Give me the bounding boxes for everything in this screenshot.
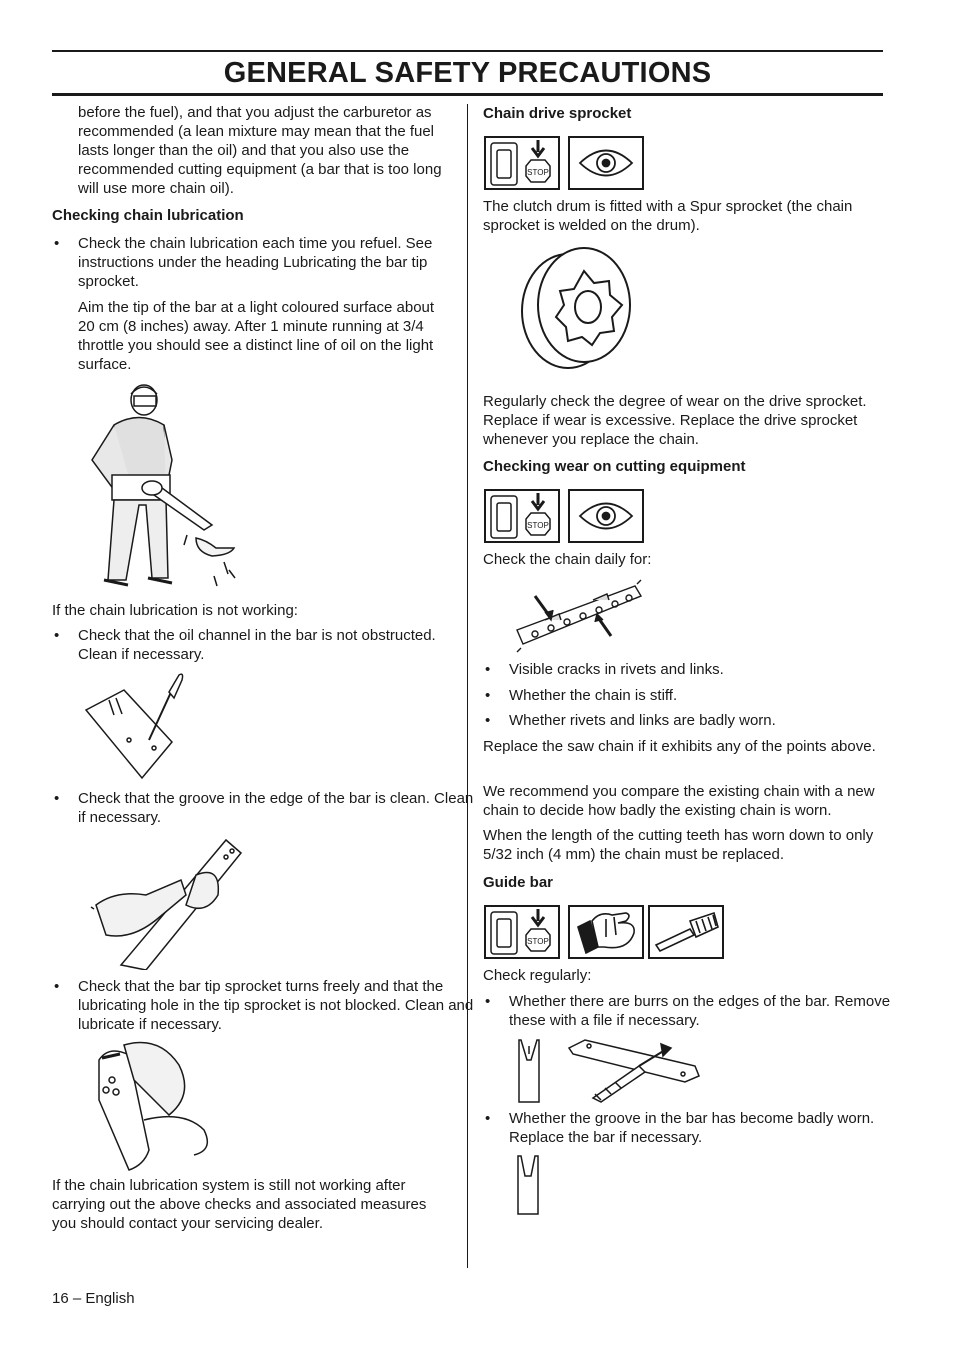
section-title-drive-sprocket: Chain drive sprocket [483, 105, 632, 122]
bullet-text: Check the chain lubrication each time you refuel. See instructions under the heading Lubricating the bar tip sprocket. [78, 235, 433, 290]
regularly-paragraph: Regularly check the degree of wear on the drive sprocket. Replace if wear is excessive. Replace the drive sprocket whenever you replace the chain. [483, 393, 867, 448]
list-item [483, 660, 914, 679]
list-item [483, 1109, 914, 1147]
length-paragraph: When the length of the cutting teeth has worn down to only 5/32 inch (4 mm) the chain must be replaced. [483, 827, 874, 863]
bullet-marker: • [485, 993, 491, 1010]
header-rule-top [52, 50, 883, 52]
glove-icon [568, 905, 644, 959]
page-title: GENERAL SAFETY PRECAUTIONS [223, 57, 712, 89]
daily-check-text: Check the chain daily for: [483, 551, 652, 568]
stop-label: STOP [527, 937, 549, 946]
tip-sprocket-illustration [84, 1040, 219, 1172]
section-title-cutting-wear: Checking wear on cutting equipment [483, 458, 746, 475]
bullet-marker: • [485, 712, 491, 729]
spur-sprocket-illustration [514, 243, 638, 370]
bullet-text: Visible cracks in rivets and links. [509, 661, 724, 678]
bar-screwdriver-illustration [84, 670, 194, 785]
chainsaw-operator-illustration [84, 380, 244, 595]
bullet-text: Whether the groove in the bar has become badly worn. Replace the bar if necessary. [509, 1110, 875, 1146]
header-rule-bottom [52, 93, 883, 96]
stop-switch-icon [484, 905, 560, 959]
replace-paragraph: Replace the saw chain if it exhibits any of the points above. [483, 738, 876, 755]
stop-label: STOP [527, 168, 549, 177]
bullet-marker: • [485, 661, 491, 678]
section-title-guide-bar: Guide bar [483, 874, 554, 891]
bullet-marker: • [485, 687, 491, 704]
bullet-marker: • [485, 1110, 491, 1127]
bullet-marker: • [54, 627, 60, 644]
eye-icon [568, 136, 644, 190]
list-item [52, 789, 478, 827]
list-item [483, 686, 914, 705]
stop-label: STOP [527, 521, 549, 530]
not-working-text: If the chain lubrication is not working: [52, 602, 298, 619]
bullet-text: Check that the oil channel in the bar is not obstructed. Clean if necessary. [78, 627, 436, 663]
aim-paragraph: Aim the tip of the bar at a light coloured surface about 20 cm (8 inches) away. After 1 minute running at 3/4 throttle you should see a distinct line of oil on the light surface. [78, 299, 435, 373]
bullet-text: Whether the chain is stiff. [509, 687, 678, 704]
clutch-paragraph: The clutch drum is fitted with a Spur sprocket (the chain sprocket is welded on the drum). [483, 198, 853, 234]
section-title-chain-lubrication: Checking chain lubrication [52, 207, 244, 224]
list-item [483, 992, 914, 1030]
brush-icon [648, 905, 724, 959]
stop-switch-icon [484, 136, 560, 190]
bullet-marker: • [54, 790, 60, 807]
stop-switch-icon [484, 489, 560, 543]
list-item [483, 711, 914, 730]
page-footer: 16 – English [52, 1290, 135, 1307]
column-divider [467, 104, 468, 1268]
check-regularly-text: Check regularly: [483, 967, 592, 984]
list-item [52, 626, 478, 664]
bullet-text: Check that the bar tip sprocket turns freely and that the lubricating hole in the tip sprocket is not blocked. Clean and lubricate if necessary. [78, 978, 474, 1033]
bullet-marker: • [54, 235, 60, 252]
list-item [52, 977, 478, 1034]
groove-cleaning-illustration [86, 835, 246, 970]
left-column [52, 102, 452, 374]
list-item [52, 234, 452, 291]
bullet-marker: • [54, 978, 60, 995]
compare-paragraph: We recommend you compare the existing chain with a new chain to decide how badly the existing chain is worn. [483, 783, 875, 819]
bullet-text: Whether there are burrs on the edges of the bar. Remove these with a file if necessary. [509, 993, 891, 1029]
bar-file-illustration [515, 1036, 705, 1104]
closing-paragraph: If the chain lubrication system is still not working after carrying out the above checks and associated measures you should contact your servicing dealer. [52, 1177, 427, 1232]
worn-groove-illustration [515, 1154, 543, 1216]
bullet-text: Check that the groove in the edge of the bar is clean. Clean if necessary. [78, 790, 474, 826]
intro-paragraph: before the fuel), and that you adjust the carburetor as recommended (a lean mixture may mean that the fuel lasts longer than the oil) and that you also use the recommended cutting equipment (a bar that is too long will use more chain oil). [78, 104, 442, 197]
saw-chain-illustration [515, 578, 643, 654]
eye-icon [568, 489, 644, 543]
bullet-text: Whether rivets and links are badly worn. [509, 712, 776, 729]
